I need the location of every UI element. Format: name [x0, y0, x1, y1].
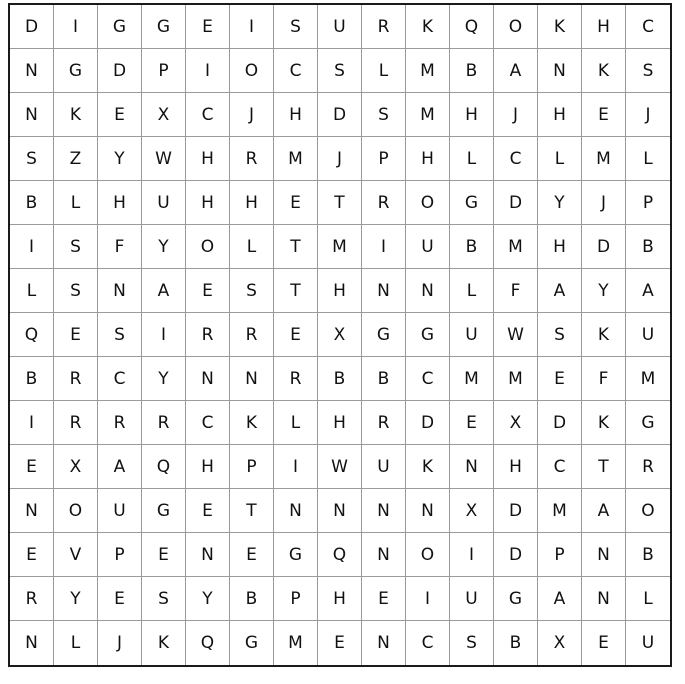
letter-cell-r11-c12[interactable]: H — [494, 445, 538, 489]
letter-cell-r11-c2[interactable]: X — [54, 445, 98, 489]
letter-cell-r10-c14[interactable]: K — [582, 401, 626, 445]
letter-cell-r10-c13[interactable]: D — [538, 401, 582, 445]
letter-cell-r5-c15[interactable]: P — [626, 181, 670, 225]
letter-cell-r9-c2[interactable]: R — [54, 357, 98, 401]
letter-cell-r8-c14[interactable]: K — [582, 313, 626, 357]
letter-cell-r12-c13[interactable]: M — [538, 489, 582, 533]
letter-cell-r14-c5[interactable]: Y — [186, 577, 230, 621]
letter-cell-r12-c12[interactable]: D — [494, 489, 538, 533]
letter-cell-r5-c5[interactable]: H — [186, 181, 230, 225]
letter-cell-r6-c15[interactable]: B — [626, 225, 670, 269]
letter-cell-r6-c4[interactable]: Y — [142, 225, 186, 269]
letter-cell-r14-c7[interactable]: P — [274, 577, 318, 621]
letter-cell-r10-c11[interactable]: E — [450, 401, 494, 445]
letter-cell-r11-c13[interactable]: C — [538, 445, 582, 489]
letter-cell-r12-c6[interactable]: T — [230, 489, 274, 533]
letter-cell-r4-c2[interactable]: Z — [54, 137, 98, 181]
letter-cell-r14-c6[interactable]: B — [230, 577, 274, 621]
letter-cell-r2-c11[interactable]: B — [450, 49, 494, 93]
letter-cell-r5-c6[interactable]: H — [230, 181, 274, 225]
letter-cell-r9-c9[interactable]: B — [362, 357, 406, 401]
letter-cell-r9-c1[interactable]: B — [10, 357, 54, 401]
letter-cell-r3-c2[interactable]: K — [54, 93, 98, 137]
letter-cell-r15-c1[interactable]: N — [10, 621, 54, 665]
letter-cell-r14-c1[interactable]: R — [10, 577, 54, 621]
letter-cell-r5-c13[interactable]: Y — [538, 181, 582, 225]
letter-cell-r4-c6[interactable]: R — [230, 137, 274, 181]
letter-cell-r5-c8[interactable]: T — [318, 181, 362, 225]
letter-cell-r3-c1[interactable]: N — [10, 93, 54, 137]
letter-cell-r3-c7[interactable]: H — [274, 93, 318, 137]
letter-cell-r15-c5[interactable]: Q — [186, 621, 230, 665]
letter-cell-r15-c12[interactable]: B — [494, 621, 538, 665]
letter-cell-r10-c1[interactable]: I — [10, 401, 54, 445]
letter-cell-r14-c9[interactable]: E — [362, 577, 406, 621]
letter-cell-r3-c5[interactable]: C — [186, 93, 230, 137]
letter-cell-r7-c9[interactable]: N — [362, 269, 406, 313]
letter-cell-r1-c5[interactable]: E — [186, 5, 230, 49]
letter-cell-r12-c4[interactable]: G — [142, 489, 186, 533]
letter-cell-r15-c11[interactable]: S — [450, 621, 494, 665]
letter-cell-r3-c9[interactable]: S — [362, 93, 406, 137]
letter-cell-r2-c15[interactable]: S — [626, 49, 670, 93]
letter-cell-r3-c8[interactable]: D — [318, 93, 362, 137]
letter-cell-r11-c4[interactable]: Q — [142, 445, 186, 489]
letter-cell-r1-c9[interactable]: R — [362, 5, 406, 49]
letter-cell-r10-c6[interactable]: K — [230, 401, 274, 445]
letter-cell-r13-c10[interactable]: O — [406, 533, 450, 577]
letter-cell-r3-c10[interactable]: M — [406, 93, 450, 137]
letter-cell-r14-c8[interactable]: H — [318, 577, 362, 621]
letter-cell-r6-c12[interactable]: M — [494, 225, 538, 269]
letter-cell-r15-c15[interactable]: U — [641, 633, 655, 653]
letter-cell-r12-c15[interactable]: O — [626, 489, 670, 533]
letter-cell-r9-c10[interactable]: C — [406, 357, 450, 401]
letter-cell-r10-c9[interactable]: R — [362, 401, 406, 445]
letter-cell-r2-c9[interactable]: L — [362, 49, 406, 93]
letter-cell-r6-c11[interactable]: B — [450, 225, 494, 269]
letter-cell-r2-c6[interactable]: O — [230, 49, 274, 93]
letter-cell-r8-c8[interactable]: X — [318, 313, 362, 357]
letter-cell-r12-c14[interactable]: A — [582, 489, 626, 533]
letter-cell-r8-c15[interactable]: U — [626, 313, 670, 357]
letter-cell-r8-c13[interactable]: S — [538, 313, 582, 357]
letter-cell-r6-c9[interactable]: I — [362, 225, 406, 269]
letter-cell-r11-c11[interactable]: N — [450, 445, 494, 489]
letter-cell-r12-c9[interactable]: N — [362, 489, 406, 533]
letter-cell-r12-c7[interactable]: N — [274, 489, 318, 533]
letter-cell-r15-c14[interactable]: E — [582, 621, 626, 665]
letter-cell-r6-c14[interactable]: D — [582, 225, 626, 269]
letter-cell-r13-c3[interactable]: P — [98, 533, 142, 577]
letter-cell-r4-c8[interactable]: J — [318, 137, 362, 181]
letter-cell-r2-c3[interactable]: D — [98, 49, 142, 93]
letter-cell-r1-c14[interactable]: H — [582, 5, 626, 49]
letter-cell-r7-c6[interactable]: S — [230, 269, 274, 313]
letter-cell-r4-c3[interactable]: Y — [98, 137, 142, 181]
letter-cell-r11-c3[interactable]: A — [98, 445, 142, 489]
letter-cell-r2-c4[interactable]: P — [142, 49, 186, 93]
letter-cell-r9-c15[interactable]: M — [626, 357, 670, 401]
letter-cell-r5-c11[interactable]: G — [450, 181, 494, 225]
letter-cell-r1-c8[interactable]: U — [318, 5, 362, 49]
letter-cell-r12-c10[interactable]: N — [406, 489, 450, 533]
letter-cell-r4-c7[interactable]: M — [274, 137, 318, 181]
letter-cell-r7-c2[interactable]: S — [54, 269, 98, 313]
letter-cell-r1-c12[interactable]: O — [494, 5, 538, 49]
letter-cell-r13-c15[interactable]: B — [626, 533, 670, 577]
letter-cell-r15-c8[interactable]: E — [318, 621, 362, 665]
letter-cell-r9-c6[interactable]: N — [230, 357, 274, 401]
letter-cell-r3-c14[interactable]: E — [582, 93, 626, 137]
letter-cell-r8-c1[interactable]: Q — [10, 313, 54, 357]
letter-cell-r12-c1[interactable]: N — [10, 489, 54, 533]
letter-cell-r9-c5[interactable]: N — [186, 357, 230, 401]
letter-cell-r2-c8[interactable]: S — [318, 49, 362, 93]
letter-cell-r13-c6[interactable]: E — [230, 533, 274, 577]
letter-cell-r14-c13[interactable]: A — [538, 577, 582, 621]
letter-cell-r15-c10[interactable]: C — [406, 621, 450, 665]
letter-cell-r13-c7[interactable]: G — [274, 533, 318, 577]
letter-cell-r15-c6[interactable]: G — [230, 621, 274, 665]
letter-cell-r3-c6[interactable]: J — [230, 93, 274, 137]
letter-cell-r1-c2[interactable]: I — [54, 5, 98, 49]
letter-cell-r15-c13[interactable]: X — [538, 621, 582, 665]
letter-cell-r4-c13[interactable]: L — [538, 137, 582, 181]
letter-cell-r4-c5[interactable]: H — [186, 137, 230, 181]
letter-cell-r8-c4[interactable]: I — [142, 313, 186, 357]
word-search-grid — [8, 3, 672, 667]
letter-cell-r10-c10[interactable]: D — [406, 401, 450, 445]
letter-cell-r9-c4[interactable]: Y — [142, 357, 186, 401]
letter-cell-r2-c12[interactable]: A — [494, 49, 538, 93]
letter-cell-r8-c10[interactable]: G — [406, 313, 450, 357]
letter-cell-r9-c14[interactable]: F — [582, 357, 626, 401]
letter-cell-r14-c10[interactable]: I — [406, 577, 450, 621]
letter-cell-r4-c9[interactable]: P — [362, 137, 406, 181]
letter-cell-r10-c2[interactable]: R — [54, 401, 98, 445]
letter-cell-r11-c7[interactable]: I — [274, 445, 318, 489]
letter-cell-r13-c11[interactable]: I — [450, 533, 494, 577]
letter-cell-r4-c4[interactable]: W — [142, 137, 186, 181]
letter-cell-r2-c10[interactable]: M — [406, 49, 450, 93]
letter-cell-r11-c6[interactable]: P — [230, 445, 274, 489]
letter-cell-r2-c2[interactable]: G — [54, 49, 98, 93]
letter-cell-r3-c11[interactable]: H — [450, 93, 494, 137]
letter-cell-r4-c1[interactable]: S — [10, 137, 54, 181]
letter-cell-r11-c15[interactable]: R — [626, 445, 670, 489]
letter-cell-r14-c14[interactable]: N — [582, 577, 626, 621]
letter-cell-r5-c3[interactable]: H — [98, 181, 142, 225]
letter-cell-r10-c12[interactable]: X — [494, 401, 538, 445]
letter-cell-r14-c12[interactable]: G — [494, 577, 538, 621]
letter-cell-r9-c13[interactable]: E — [538, 357, 582, 401]
letter-cell-r10-c5[interactable]: C — [186, 401, 230, 445]
letter-cell-r3-c4[interactable]: X — [142, 93, 186, 137]
letter-cell-r15-c2[interactable]: L — [54, 621, 98, 665]
letter-cell-r6-c2[interactable]: S — [54, 225, 98, 269]
letter-cell-r13-c8[interactable]: Q — [318, 533, 362, 577]
letter-cell-r5-c4[interactable]: U — [142, 181, 186, 225]
letter-cell-r7-c12[interactable]: F — [494, 269, 538, 313]
letter-cell-r13-c9[interactable]: N — [362, 533, 406, 577]
letter-cell-r14-c4[interactable]: S — [142, 577, 186, 621]
letter-cell-r10-c3[interactable]: R — [98, 401, 142, 445]
letter-cell-r10-c15[interactable]: G — [626, 401, 670, 445]
letter-cell-r11-c1[interactable]: E — [10, 445, 54, 489]
letter-cell-r7-c5[interactable]: E — [186, 269, 230, 313]
letter-cell-r12-c2[interactable]: O — [54, 489, 98, 533]
letter-cell-r9-c12[interactable]: M — [494, 357, 538, 401]
letter-cell-r7-c4[interactable]: A — [142, 269, 186, 313]
letter-cell-r13-c2[interactable]: V — [54, 533, 98, 577]
letter-cell-r13-c14[interactable]: N — [582, 533, 626, 577]
letter-cell-r6-c1[interactable]: I — [10, 225, 54, 269]
letter-cell-r6-c10[interactable]: U — [406, 225, 450, 269]
letter-cell-r7-c1[interactable]: L — [10, 269, 54, 313]
letter-cell-r15-c9[interactable]: N — [362, 621, 406, 665]
letter-cell-r11-c9[interactable]: U — [362, 445, 406, 489]
letter-cell-r1-c6[interactable]: I — [230, 5, 274, 49]
letter-cell-r8-c9[interactable]: G — [362, 313, 406, 357]
letter-cell-r15-c4[interactable]: K — [142, 621, 186, 665]
letter-cell-r7-c7[interactable]: T — [274, 269, 318, 313]
letter-cell-r6-c5[interactable]: O — [186, 225, 230, 269]
letter-cell-r1-c13[interactable]: K — [538, 5, 582, 49]
letter-cell-r12-c3[interactable]: U — [98, 489, 142, 533]
letter-cell-r3-c12[interactable]: J — [494, 93, 538, 137]
letter-cell-r9-c8[interactable]: B — [318, 357, 362, 401]
letter-cell-r5-c14[interactable]: J — [582, 181, 626, 225]
letter-cell-r5-c10[interactable]: O — [406, 181, 450, 225]
letter-cell-r2-c13[interactable]: N — [538, 49, 582, 93]
letter-cell-r8-c12[interactable]: W — [494, 313, 538, 357]
letter-cell-r1-c4[interactable]: G — [142, 5, 186, 49]
letter-cell-r12-c5[interactable]: E — [186, 489, 230, 533]
letter-cell-r15-c3[interactable]: J — [98, 621, 142, 665]
letter-cell-r10-c4[interactable]: R — [142, 401, 186, 445]
letter-cell-r13-c5[interactable]: N — [186, 533, 230, 577]
letter-cell-r10-c7[interactable]: L — [274, 401, 318, 445]
letter-cell-r2-c1[interactable]: N — [10, 49, 54, 93]
letter-cell-r8-c7[interactable]: E — [274, 313, 318, 357]
letter-cell-r8-c11[interactable]: U — [450, 313, 494, 357]
letter-cell-r5-c2[interactable]: L — [54, 181, 98, 225]
letter-cell-r6-c7[interactable]: T — [274, 225, 318, 269]
letter-cell-r14-c3[interactable]: E — [98, 577, 142, 621]
letter-cell-r4-c15[interactable]: L — [626, 137, 670, 181]
letter-cell-r9-c7[interactable]: R — [274, 357, 318, 401]
letter-cell-r7-c8[interactable]: H — [318, 269, 362, 313]
letter-cell-r6-c13[interactable]: H — [538, 225, 582, 269]
letter-cell-r12-c8[interactable]: N — [318, 489, 362, 533]
letter-cell-r13-c12[interactable]: D — [494, 533, 538, 577]
letter-cell-r1-c10[interactable]: K — [406, 5, 450, 49]
letter-cell-r11-c8[interactable]: W — [318, 445, 362, 489]
letter-cell-r7-c3[interactable]: N — [98, 269, 142, 313]
letter-cell-r11-c14[interactable]: T — [582, 445, 626, 489]
letter-cell-r5-c9[interactable]: R — [362, 181, 406, 225]
letter-cell-r1-c7[interactable]: S — [274, 5, 318, 49]
letter-cell-r9-c11[interactable]: M — [450, 357, 494, 401]
letter-cell-r7-c13[interactable]: A — [538, 269, 582, 313]
letter-cell-r6-c8[interactable]: M — [318, 225, 362, 269]
letter-cell-r9-c3[interactable]: C — [98, 357, 142, 401]
letter-cell-r5-c1[interactable]: B — [10, 181, 54, 225]
letter-cell-r2-c5[interactable]: I — [186, 49, 230, 93]
letter-cell-r1-c3[interactable]: G — [98, 5, 142, 49]
letter-cell-r1-c15[interactable]: C — [626, 5, 670, 49]
letter-cell-r11-c5[interactable]: H — [186, 445, 230, 489]
letter-cell-r12-c11[interactable]: X — [450, 489, 494, 533]
letter-cell-r13-c1[interactable]: E — [10, 533, 54, 577]
letter-cell-r14-c11[interactable]: U — [450, 577, 494, 621]
letter-cell-r3-c13[interactable]: H — [538, 93, 582, 137]
letter-cell-r8-c6[interactable]: R — [230, 313, 274, 357]
letter-cell-r4-c12[interactable]: C — [494, 137, 538, 181]
letter-cell-r13-c4[interactable]: E — [142, 533, 186, 577]
letter-cell-r6-c6[interactable]: L — [230, 225, 274, 269]
letter-cell-r5-c12[interactable]: D — [494, 181, 538, 225]
letter-cell-r15-c7[interactable]: M — [274, 621, 318, 665]
letter-cell-r3-c15[interactable]: J — [626, 93, 670, 137]
letter-cell-r3-c3[interactable]: E — [98, 93, 142, 137]
letter-cell-r8-c2[interactable]: E — [54, 313, 98, 357]
letter-cell-r5-c7[interactable]: E — [274, 181, 318, 225]
letter-cell-r6-c3[interactable]: F — [98, 225, 142, 269]
letter-cell-r4-c11[interactable]: L — [450, 137, 494, 181]
letter-cell-r1-c1[interactable]: D — [10, 5, 54, 49]
letter-cell-r8-c5[interactable]: R — [186, 313, 230, 357]
letter-cell-r7-c11[interactable]: L — [450, 269, 494, 313]
letter-cell-r7-c15[interactable]: A — [626, 269, 670, 313]
letter-cell-r7-c14[interactable]: Y — [582, 269, 626, 313]
letter-cell-r2-c7[interactable]: C — [274, 49, 318, 93]
letter-cell-r14-c15[interactable]: L — [626, 577, 670, 621]
letter-cell-r14-c2[interactable]: Y — [54, 577, 98, 621]
letter-cell-r4-c10[interactable]: H — [406, 137, 450, 181]
letter-cell-r4-c14[interactable]: M — [582, 137, 626, 181]
letter-cell-r11-c10[interactable]: K — [406, 445, 450, 489]
letter-cell-r8-c3[interactable]: S — [98, 313, 142, 357]
letter-cell-r2-c14[interactable]: K — [582, 49, 626, 93]
letter-cell-r10-c8[interactable]: H — [318, 401, 362, 445]
letter-cell-r1-c11[interactable]: Q — [450, 5, 494, 49]
letter-cell-r7-c10[interactable]: N — [406, 269, 450, 313]
letter-cell-r13-c13[interactable]: P — [538, 533, 582, 577]
